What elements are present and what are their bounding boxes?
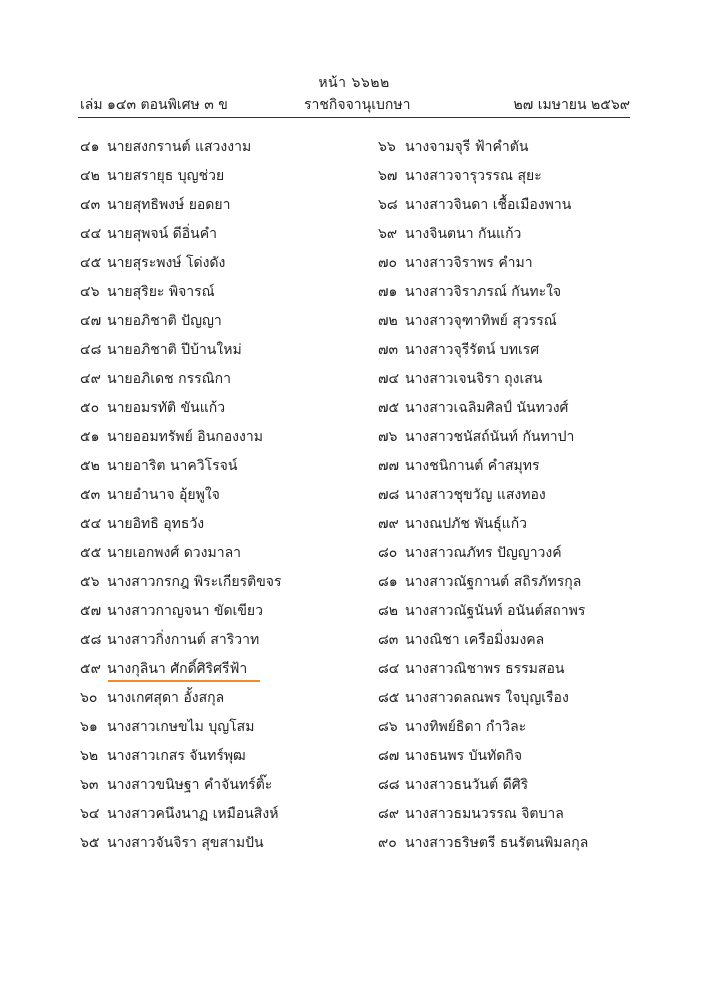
list-item: [80, 688, 282, 717]
person-name: นายเอกพงศ์ ดวงมาลา: [107, 545, 242, 561]
gazette-title: ราชกิจจานุเบกษา: [304, 97, 411, 113]
list-item: [80, 601, 282, 630]
list-item: [80, 775, 282, 804]
person-name: นางสาวจุฑาทิพย์ สุวรรณ์: [405, 313, 557, 329]
item-number: ๖๒: [80, 748, 99, 764]
person-name: นายสุพจน์ ดีอิ่นคำ: [107, 226, 217, 242]
item-number: ๖๙: [378, 226, 398, 242]
list-item: [378, 630, 588, 659]
person-name: นางสาวกิ่งกานต์ สาริวาท: [107, 632, 260, 648]
person-name: นางสาวชุขวัญ แสงทอง: [405, 487, 546, 503]
person-name: นายอมรทัติ ขันแก้ว: [107, 400, 226, 416]
person-name: นายสุทธิพงษ์ ยอดยา: [107, 197, 231, 213]
list-item: [80, 253, 282, 282]
list-item: [378, 340, 588, 369]
item-number: ๔๓: [80, 197, 101, 213]
list-item: [378, 746, 588, 775]
list-item: [80, 485, 282, 514]
item-number: ๖๔: [80, 806, 100, 822]
item-number: ๖๑: [80, 719, 98, 735]
item-number: ๖๗: [378, 168, 398, 184]
highlight-underline: [108, 680, 260, 682]
person-name: นางจามจุรี ฟ้าคำตัน: [405, 139, 529, 155]
item-number: ๔๙: [80, 371, 101, 387]
person-name: นางสาวธนวันต์ ดีศิริ: [405, 777, 529, 793]
person-name: นายสรายุธ บุญช่วย: [107, 168, 225, 184]
item-number: ๔๔: [80, 226, 102, 242]
person-name: นางสาวจิราพร คำมา: [405, 255, 533, 271]
list-item: [378, 282, 588, 311]
person-name: นางสาวเกษขไม บุญโสม: [107, 719, 255, 735]
item-number: ๗๘: [378, 487, 400, 503]
item-number: ๔๒: [80, 168, 100, 184]
list-item: [378, 253, 588, 282]
list-item: [378, 137, 588, 166]
list-item: [80, 572, 282, 601]
name-list-right: [378, 137, 588, 862]
list-item: [80, 369, 282, 398]
header-divider: [78, 117, 630, 118]
item-number: ๕๗: [80, 603, 102, 619]
item-number: ๖๕: [80, 835, 100, 851]
person-name: นางสาวณิชาพร ธรรมสอน: [405, 661, 565, 677]
person-name: นายอำนาจ อุ้ยพูใจ: [107, 487, 220, 503]
list-item: [378, 572, 588, 601]
page-number: หน้า ๖๖๒๒: [318, 75, 390, 91]
item-number: ๔๗: [80, 313, 102, 329]
list-item: [80, 311, 282, 340]
item-number: ๗๕: [378, 400, 400, 416]
person-name: นายอภิชาติ ปัญญา: [107, 313, 222, 329]
name-list-left: [80, 137, 282, 862]
item-number: ๘๖: [378, 719, 398, 735]
item-number: ๔๘: [80, 342, 102, 358]
person-name: นางสาวจันจิรา สุขสามปัน: [107, 835, 264, 851]
person-name: นางสาวดลณพร ใจบุญเรือง: [405, 690, 569, 706]
person-name: นายอภิเดช กรรณิกา: [107, 371, 231, 387]
list-item: [80, 398, 282, 427]
person-name: นางสาวธริษตรี ธนรัตนพิมลกุล: [405, 835, 589, 851]
item-number: ๕๔: [80, 516, 102, 532]
item-number: ๕๖: [80, 574, 100, 590]
item-number: ๕๑: [80, 429, 100, 445]
list-item: [378, 833, 588, 862]
person-name: นายอิทธิ อุทธวัง: [107, 516, 205, 532]
person-name: นางสาวขนิษฐา คำจันทร์ติ๊ะ: [107, 777, 273, 793]
person-name: นางเกศสุดา อั้งสกุล: [107, 690, 225, 706]
item-number: ๘๒: [378, 603, 399, 619]
list-item: [80, 456, 282, 485]
item-number: ๖๓: [80, 777, 99, 793]
item-number: ๗๐: [378, 255, 398, 271]
list-item: [80, 137, 282, 166]
person-name: นายสุริยะ พิจารณ์: [107, 284, 215, 300]
list-item: [378, 311, 588, 340]
item-number: ๖๖: [378, 139, 396, 155]
list-item: [378, 369, 588, 398]
item-number: ๖๘: [378, 197, 398, 213]
item-number: ๘๐: [378, 545, 398, 561]
list-item: [80, 340, 282, 369]
list-item: [378, 775, 588, 804]
person-name: นางสาวณัฐกานต์ สถิรภัทรกุล: [405, 574, 582, 590]
list-item: [80, 282, 282, 311]
item-number: ๘๑: [378, 574, 398, 590]
item-number: ๗๖: [378, 429, 398, 445]
person-name: นายอาริต นาควิโรจน์: [107, 458, 238, 474]
item-number: ๘๗: [378, 748, 400, 764]
person-name: นางจินตนา กันแก้ว: [405, 226, 522, 242]
item-number: ๗๑: [378, 284, 398, 300]
item-number: ๗๙: [378, 516, 399, 532]
item-number: ๖๐: [80, 690, 98, 706]
list-item: [378, 659, 588, 688]
item-number: ๘๓: [378, 632, 399, 648]
person-name: นายสงกรานต์ แสวงงาม: [107, 139, 252, 155]
list-item: [378, 456, 588, 485]
list-item: [378, 804, 588, 833]
list-item: [378, 688, 588, 717]
person-name: นางสาวคนึงนาฏ เหมือนสิงห์: [107, 806, 279, 822]
person-name: นางสาวจิราภรณ์ กันทะใจ: [405, 284, 562, 300]
person-name: นางธนพร บันทัดกิจ: [405, 748, 523, 764]
item-number: ๗๒: [378, 313, 398, 329]
item-number: ๙๐: [378, 835, 397, 851]
person-name: นายออมทรัพย์ อินกองงาม: [107, 429, 263, 445]
person-name: นางทิพย์ธิดา กำวิละ: [405, 719, 527, 735]
list-item: [80, 746, 282, 775]
item-number: ๗๓: [378, 342, 399, 358]
person-name: นางสาวจินดา เชื้อเมืองพาน: [405, 197, 572, 213]
list-item: [378, 427, 588, 456]
person-name: นางสาวณภัทร ปัญญาวงค์: [405, 545, 562, 561]
volume-issue: เล่ม ๑๔๓ ตอนพิเศษ ๓ ข: [80, 97, 228, 113]
person-name: นางชนิกานต์ คำสมุทร: [405, 458, 540, 474]
list-item: [80, 166, 282, 195]
item-number: ๘๘: [378, 777, 400, 793]
item-number: ๘๕: [378, 690, 400, 706]
list-item: [80, 514, 282, 543]
person-name: นางสาวชนัสถ์นันท์ กันทาปา: [405, 429, 575, 445]
list-item: [378, 224, 588, 253]
person-name: นางสาวกาญจนา ขัดเขียว: [107, 603, 263, 619]
person-name: นางณิชา เครือมิ่งมงคล: [405, 632, 545, 648]
item-number: ๘๙: [378, 806, 400, 822]
person-name: นางสาวกรกฎ พิระเกียรติขจร: [107, 574, 282, 590]
list-item: [80, 224, 282, 253]
person-name: นางสาวเจนจิรา ถุงเสน: [405, 371, 543, 387]
item-number: ๔๖: [80, 284, 100, 300]
person-name: นางกุลินา ศักดิ์ศิริศรีฟ้า: [107, 661, 248, 677]
person-name: นางสาวเกสร จันทร์พุฒ: [107, 748, 246, 764]
person-name: นางสาวเฉลิมศิลป์ นันทวงศ์: [405, 400, 569, 416]
list-item: [80, 195, 282, 224]
list-item: [378, 195, 588, 224]
list-item: [378, 485, 588, 514]
person-name: นางณปภัช พันธุ์แก้ว: [405, 516, 528, 532]
page-header: [80, 94, 630, 116]
person-name: นายสุระพงษ์ โด่งดัง: [107, 255, 226, 271]
item-number: ๔๕: [80, 255, 102, 271]
item-number: ๕๐: [80, 400, 100, 416]
item-number: ๗๗: [378, 458, 400, 474]
list-item: [378, 514, 588, 543]
list-item: [378, 543, 588, 572]
list-item: [80, 630, 282, 659]
item-number: ๕๙: [80, 661, 101, 677]
list-item: [80, 543, 282, 572]
person-name: นายอภิชาติ ปีบ้านใหม่: [107, 342, 242, 358]
list-item: [80, 833, 282, 862]
person-name: นางสาวณัฐนันท์ อนันต์สถาพร: [405, 603, 586, 619]
list-item: [378, 166, 588, 195]
list-item: [80, 717, 282, 746]
item-number: ๕๒: [80, 458, 100, 474]
person-name: นางสาวจารุวรรณ สุยะ: [405, 168, 542, 184]
list-item: [80, 427, 282, 456]
item-number: ๕๓: [80, 487, 101, 503]
list-item: [378, 601, 588, 630]
item-number: ๗๔: [378, 371, 400, 387]
list-item: [80, 804, 282, 833]
item-number: ๘๔: [378, 661, 400, 677]
list-item: [378, 717, 588, 746]
item-number: ๔๑: [80, 139, 100, 155]
list-item: [80, 659, 282, 688]
publication-date: ๒๗ เมษายน ๒๕๖๙: [513, 97, 630, 113]
person-name: นางสาวธมนวรรณ จิตบาล: [405, 806, 564, 822]
person-name: นางสาวจุรีรัตน์ บทเรศ: [405, 342, 540, 358]
item-number: ๕๕: [80, 545, 102, 561]
list-item: [378, 398, 588, 427]
item-number: ๕๘: [80, 632, 102, 648]
